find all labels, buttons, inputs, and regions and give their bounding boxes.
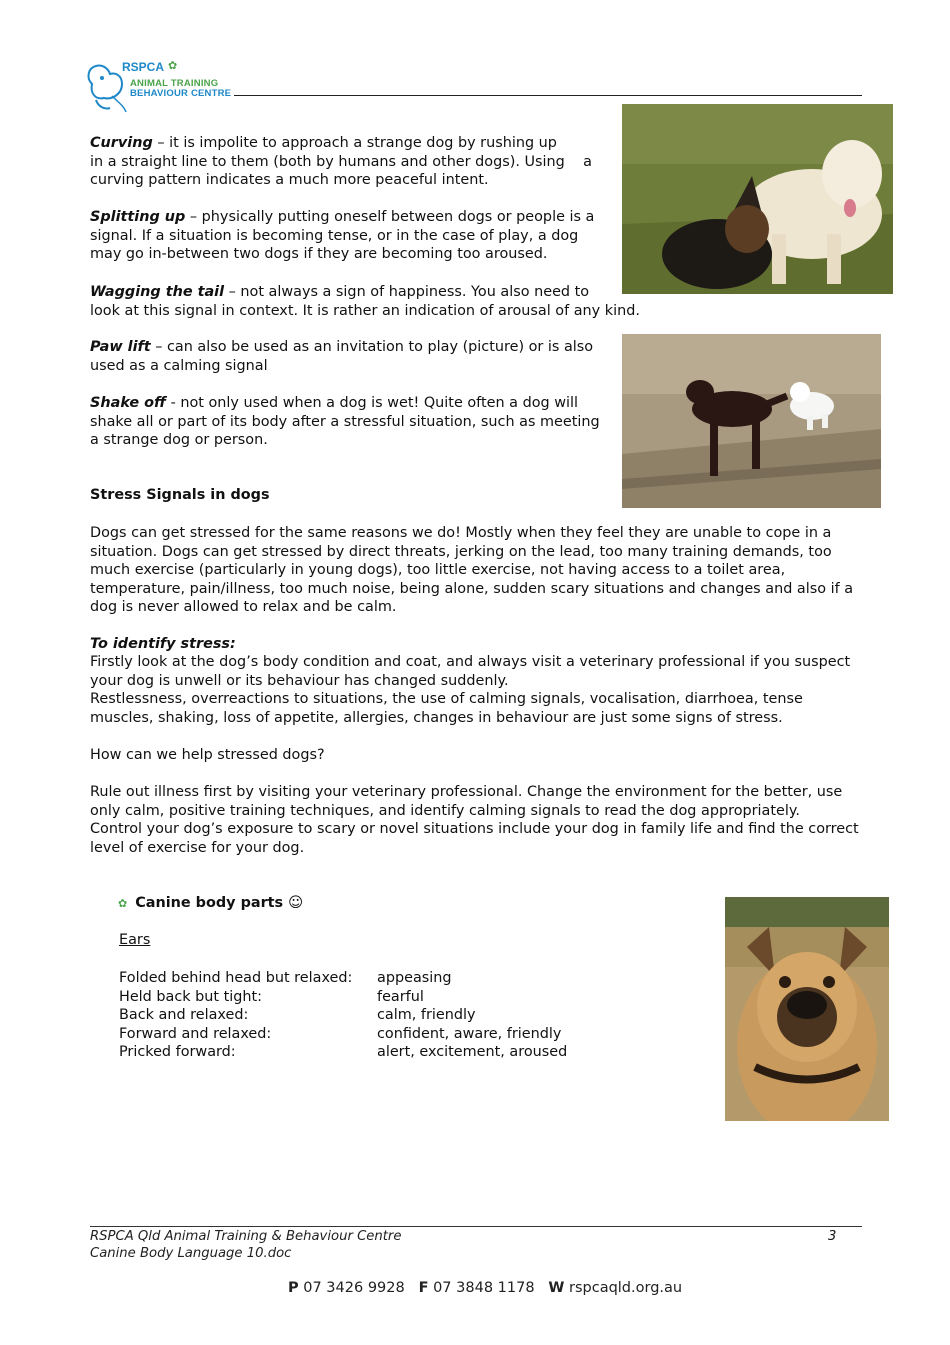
help-line: only calm, positive training techniques, and identify calming signals to read the dog appropriately. [90,802,800,819]
rspca-logo [82,56,232,116]
ear-position: Forward and relaxed: [119,1025,272,1042]
ear-position: Pricked forward: [119,1044,236,1061]
ear-position: Held back but tight: [119,988,263,1005]
contact-line [288,1279,682,1298]
ear-meaning: alert, excitement, aroused [377,1044,568,1061]
paw-bullet-icon: ✿ [118,897,128,910]
stress-line: Dogs can get stressed for the same reasons we do! Mostly when they feel they are unable to cope in a [90,525,832,541]
web-label: W [548,1280,565,1296]
curving-line-2: in a straight line to them (both by humans and other dogs). Using a [90,153,592,170]
paw-lift-term: Paw lift [90,339,151,355]
stress-line: much exercise (particularly in young dogs), too little exercise, not having access to a toilet area, [90,562,786,579]
stress-paragraph [90,524,870,617]
logo-line-3: BEHAVIOUR CENTRE [130,88,232,99]
wagging-line-1: – not always a sign of happiness. You also need to [224,284,590,300]
shake-off-line-2: shake all or part of its body after a stressful situation, such as meeting [90,413,600,430]
ear-meaning: confident, aware, friendly [377,1025,562,1042]
footer-doc-name: Canine Body Language 10.doc [90,1246,292,1261]
help-line: level of exercise for your dog. [90,839,305,856]
shake-off-term: Shake off [90,395,167,411]
ears-row [119,1043,579,1062]
ear-meaning: calm, friendly [377,1007,476,1024]
curving-line-3: curving pattern indicates a much more peaceful intent. [90,172,489,189]
logo-brand: RSPCA [122,60,165,74]
identify-line: muscles, shaking, loss of appetite, allergies, changes in behaviour are just some signs of stress. [90,709,783,726]
shake-off-line-1: - not only used when a dog is wet! Quite often a dog will [166,395,578,411]
curving-term: Curving [90,135,153,151]
fax-number: 07 3848 1178 [433,1280,535,1296]
ears-label: Ears [119,932,151,948]
phone-label: P [288,1280,299,1296]
stress-heading: Stress Signals in dogs [90,487,270,503]
identify-stress-paragraph [90,653,870,727]
curving-paragraph [90,134,610,190]
ear-position: Back and relaxed: [119,1007,249,1024]
paw-print-icon: ✿ [168,59,178,72]
identify-line: Restlessness, overreactions to situations, the use of calming signals, vocalisation, diarrhoea, tense [90,691,803,708]
shake-off-paragraph [90,394,610,450]
page-number: 3 [828,1229,837,1244]
shake-off-line-3: a strange dog or person. [90,432,268,449]
identify-line: your dog is unwell or its behaviour has changed suddenly. [90,672,509,689]
paw-lift-line-2: used as a calming signal [90,357,268,374]
logo-line-2: ANIMAL TRAINING [130,78,219,89]
ears-row [119,1006,579,1025]
help-paragraph [90,783,880,857]
photo-dog-face [725,897,889,1121]
phone-number: 07 3426 9928 [303,1280,405,1296]
paw-lift-paragraph [90,338,610,375]
splitting-line-1: – physically putting oneself between dogs or people is a [185,209,595,225]
wagging-paragraph [90,283,690,320]
footer-rule [90,1226,862,1227]
ear-meaning: appeasing [377,970,452,986]
website-link[interactable]: rspcaqld.org.au [569,1280,683,1296]
help-line: Rule out illness first by visiting your veterinary professional. Change the environment for the better, use [90,784,843,800]
stress-line: situation. Dogs can get stressed by direct threats, jerking on the lead, too many training demands, too [90,543,832,560]
footer-org-name: RSPCA Qld Animal Training & Behaviour Centre [90,1229,402,1244]
ear-meaning: fearful [377,988,424,1005]
paw-lift-line-1: – can also be used as an invitation to play (picture) or is also [150,339,594,355]
ears-table [119,969,579,1062]
fax-label: F [418,1280,429,1296]
splitting-paragraph [90,208,610,264]
curving-line-1: – it is impolite to approach a strange dog by rushing up [152,135,557,151]
help-line: Control your dog’s exposure to scary or novel situations include your dog in family life and find the correct [90,821,859,838]
identify-stress-heading: To identify stress: [90,636,236,652]
splitting-line-2: signal. If a situation is becoming tense, or in the case of play, a dog [90,227,579,244]
photo-paw-lift-dogs [622,334,881,508]
ears-row [119,969,579,988]
ear-position: Folded behind head but relaxed: [119,970,353,986]
photo-two-dogs-grass [622,104,893,294]
header-rule [234,95,862,96]
ears-row [119,1025,579,1044]
ears-row [119,988,579,1007]
footer-doc-info [90,1228,401,1262]
wagging-term: Wagging the tail [90,284,225,300]
wagging-line-2: look at this signal in context. It is rather an indication of arousal of any kind. [90,302,640,319]
stress-line: dog is never allowed to relax and be calm. [90,599,397,616]
splitting-line-3: may go in-between two dogs if they are becoming too aroused. [90,246,548,263]
stress-line: temperature, pain/illness, too much noise, being alone, sudden scary situations and changes and also if a [90,580,854,597]
help-question: How can we help stressed dogs? [90,747,325,763]
identify-line: Firstly look at the dog’s body condition and coat, and always visit a veterinary professional if you suspect [90,654,851,670]
body-parts-heading: Canine body parts ☺ [135,895,304,911]
body-parts-heading-row [118,894,303,914]
splitting-term: Splitting up [90,209,186,225]
